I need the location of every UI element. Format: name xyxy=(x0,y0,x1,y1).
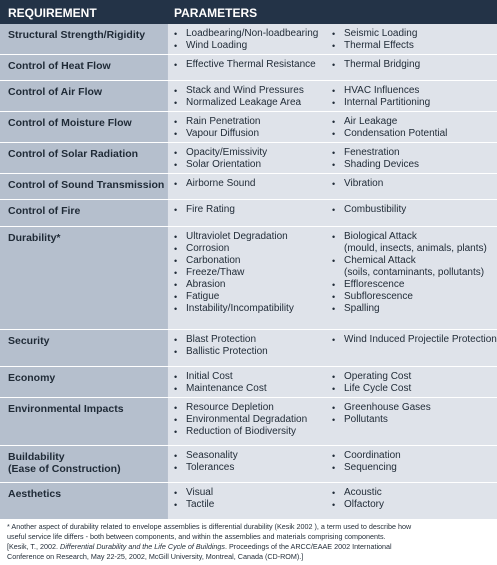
parameter-item: • Greenhouse Gases xyxy=(332,402,497,414)
parameter-item: • Tolerances xyxy=(174,462,324,474)
parameter-item: • Sequencing xyxy=(332,462,497,474)
requirement-label: Security xyxy=(8,335,50,347)
table-row xyxy=(0,143,497,174)
requirement-label: Control of Moisture Flow xyxy=(8,117,132,129)
requirement-label: Durability* xyxy=(8,232,61,244)
requirement-label: Environmental Impacts xyxy=(8,403,124,415)
parameter-item: • Fire Rating xyxy=(174,204,324,216)
parameters-cell xyxy=(168,174,497,199)
requirement-label: Control of Sound Transmission xyxy=(8,179,165,191)
footnote-line-4: Conference on Research, May 22-25, 2002, McGill University, Montreal, Canada (CD-ROM).] xyxy=(7,552,304,561)
parameter-item: • Biological Attack xyxy=(332,231,497,243)
parameter-list xyxy=(332,147,497,171)
requirement-label: Control of Solar Radiation xyxy=(8,148,139,160)
parameter-item: • Airborne Sound xyxy=(174,178,324,190)
parameter-list xyxy=(174,334,324,358)
requirement-label: Aesthetics xyxy=(8,488,62,500)
parameter-item: • Ultraviolet Degradation xyxy=(174,231,324,243)
parameter-item: • Vapour Diffusion xyxy=(174,128,324,140)
parameter-list xyxy=(174,371,324,395)
table-row xyxy=(0,81,497,112)
parameter-item: • Maintenance Cost xyxy=(174,383,324,395)
parameter-item: • Blast Protection xyxy=(174,334,324,346)
parameter-list xyxy=(332,178,497,190)
parameter-list xyxy=(332,116,497,140)
requirement-cell xyxy=(0,143,167,173)
parameters-cell xyxy=(168,446,497,482)
parameter-item: • Seasonality xyxy=(174,450,324,462)
parameters-cell xyxy=(168,81,497,111)
parameter-item: • Loadbearing/Non-loadbearing xyxy=(174,28,324,40)
parameter-list xyxy=(332,85,497,109)
footnote xyxy=(0,520,497,565)
requirement-label: Control of Fire xyxy=(8,205,81,217)
parameter-list xyxy=(332,334,497,346)
parameter-item: • Ballistic Protection xyxy=(174,346,324,358)
parameter-item: • Pollutants xyxy=(332,414,497,426)
parameter-item: • Combustibility xyxy=(332,204,497,216)
parameter-item: • Wind Induced Projectile Protection xyxy=(332,334,497,346)
requirement-cell xyxy=(0,55,167,80)
parameter-list xyxy=(332,450,497,474)
requirement-label: Control of Air Flow xyxy=(8,86,103,98)
parameters-cell xyxy=(168,398,497,445)
parameter-item: • Acoustic xyxy=(332,487,497,499)
requirement-cell xyxy=(0,398,167,445)
requirement-cell xyxy=(0,227,167,329)
parameter-item: • Coordination xyxy=(332,450,497,462)
table-row xyxy=(0,483,497,520)
parameter-item: • Resource Depletion xyxy=(174,402,324,414)
parameter-item: • Vibration xyxy=(332,178,497,190)
parameter-item: • Internal Partitioning xyxy=(332,97,497,109)
parameter-item: • Abrasion xyxy=(174,279,324,291)
parameter-item: • Subflorescence xyxy=(332,291,497,303)
parameter-list xyxy=(332,402,497,426)
parameter-item: • Thermal Effects xyxy=(332,40,497,52)
parameter-item: • Visual xyxy=(174,487,324,499)
header-parameters: PARAMETERS xyxy=(174,6,258,20)
table-row xyxy=(0,330,497,367)
parameters-cell xyxy=(168,112,497,142)
table-row xyxy=(0,112,497,143)
parameter-item: • Opacity/Emissivity xyxy=(174,147,324,159)
parameter-item: • Rain Penetration xyxy=(174,116,324,128)
parameter-list xyxy=(174,487,324,511)
parameter-list xyxy=(332,371,497,395)
parameter-item: • Reduction of Biodiversity xyxy=(174,426,324,438)
parameter-item: • Shading Devices xyxy=(332,159,497,171)
parameter-item: • Freeze/Thaw xyxy=(174,267,324,279)
parameter-list xyxy=(174,231,324,315)
parameters-cell xyxy=(168,24,497,54)
parameter-list xyxy=(174,28,324,52)
requirement-label: Structural Strength/Rigidity xyxy=(8,29,146,41)
table-row xyxy=(0,367,497,398)
requirement-label: Buildability xyxy=(8,451,65,463)
parameter-item: • Chemical Attack xyxy=(332,255,497,267)
parameter-item: (soils, contaminants, pollutants) xyxy=(344,267,485,278)
parameter-item: • Operating Cost xyxy=(332,371,497,383)
parameters-cell xyxy=(168,330,497,366)
parameter-list xyxy=(332,204,497,216)
parameters-cell xyxy=(168,227,497,329)
parameter-item: • Thermal Bridging xyxy=(332,59,497,71)
requirement-cell xyxy=(0,81,167,111)
parameters-cell xyxy=(168,367,497,397)
parameter-item: • Wind Loading xyxy=(174,40,324,52)
parameters-cell xyxy=(168,200,497,226)
parameter-item: • Life Cycle Cost xyxy=(332,383,497,395)
requirement-label: Economy xyxy=(8,372,56,384)
footnote-line-2: useful service life differs - both between components, and within the assemblies and materials comprising components. xyxy=(7,532,386,541)
header-requirement: REQUIREMENT xyxy=(8,6,97,20)
parameter-item: • Carbonation xyxy=(174,255,324,267)
requirement-cell xyxy=(0,330,167,366)
parameter-item: • Corrosion xyxy=(174,243,324,255)
parameter-item: • Condensation Potential xyxy=(332,128,497,140)
parameter-list xyxy=(174,116,324,140)
table-row xyxy=(0,24,497,55)
parameters-cell xyxy=(168,143,497,173)
table-row xyxy=(0,446,497,483)
table-row xyxy=(0,174,497,200)
requirement-cell xyxy=(0,24,167,54)
requirement-cell xyxy=(0,174,167,199)
parameter-item: • Normalized Leakage Area xyxy=(174,97,324,109)
parameter-item: • Fenestration xyxy=(332,147,497,159)
table-row xyxy=(0,55,497,81)
parameter-list xyxy=(332,28,497,52)
footnote-line-1: * Another aspect of durability related to envelope assemblies is differential durability (Kesik 2002 ), a term used to describe how xyxy=(7,522,412,531)
parameter-list xyxy=(174,450,324,474)
parameter-item: • Tactile xyxy=(174,499,324,511)
parameters-cell xyxy=(168,55,497,80)
parameter-item: • HVAC Influences xyxy=(332,85,497,97)
parameters-cell xyxy=(168,483,497,519)
table-header xyxy=(0,0,497,24)
requirement-cell xyxy=(0,446,167,482)
table-row xyxy=(0,227,497,330)
requirement-cell xyxy=(0,367,167,397)
parameter-item: • Environmental Degradation xyxy=(174,414,324,426)
table-row xyxy=(0,200,497,227)
parameter-list xyxy=(174,402,324,438)
table-row xyxy=(0,398,497,446)
footnote-citation-title: Differential Durability and the Life Cycle of Buildings xyxy=(60,542,226,551)
parameter-item: • Stack and Wind Pressures xyxy=(174,85,324,97)
footnote-line-3 xyxy=(7,542,490,552)
parameter-list xyxy=(174,147,324,171)
parameter-item: • Instability/Incompatibility xyxy=(174,303,324,315)
parameter-item: (mould, insects, animals, plants) xyxy=(344,243,487,254)
parameter-list xyxy=(174,85,324,109)
requirement-cell xyxy=(0,483,167,519)
parameter-list xyxy=(174,59,324,71)
parameter-item: • Olfactory xyxy=(332,499,497,511)
requirement-label: (Ease of Construction) xyxy=(8,463,121,475)
requirement-cell xyxy=(0,200,167,226)
parameter-list xyxy=(174,204,324,216)
parameter-item: • Effective Thermal Resistance xyxy=(174,59,324,71)
parameter-item: • Air Leakage xyxy=(332,116,497,128)
parameter-item: • Fatigue xyxy=(174,291,324,303)
parameter-item: • Initial Cost xyxy=(174,371,324,383)
footnote-citation-suffix: . Proceedings of the ARCC/EAAE 2002 International xyxy=(225,542,392,551)
parameter-list xyxy=(332,59,497,71)
footnote-citation-prefix: [Kesik, T., 2002. xyxy=(7,542,61,551)
parameter-item: • Spalling xyxy=(332,303,497,315)
parameter-item: • Efflorescence xyxy=(332,279,497,291)
parameter-list xyxy=(174,178,324,190)
requirement-cell xyxy=(0,112,167,142)
parameter-list xyxy=(332,231,497,315)
parameter-item: • Seismic Loading xyxy=(332,28,497,40)
requirement-label: Control of Heat Flow xyxy=(8,60,111,72)
parameter-list xyxy=(332,487,497,511)
parameter-item: • Solar Orientation xyxy=(174,159,324,171)
